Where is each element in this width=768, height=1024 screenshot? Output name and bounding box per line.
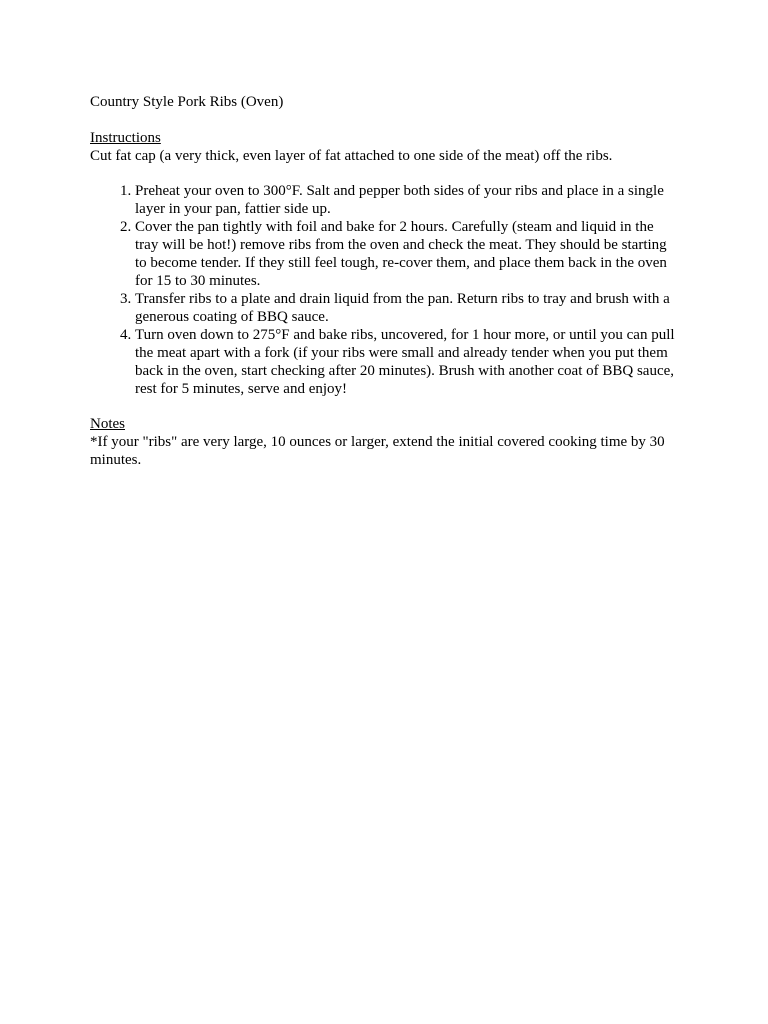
- document-page: [90, 93, 680, 469]
- instructions-heading: Instructions: [90, 130, 161, 146]
- notes-text: *If your "ribs" are very large, 10 ounces or larger, extend the initial covered cooking time by 30 minutes.: [90, 434, 665, 468]
- instruction-step: 3. Transfer ribs to a plate and drain liquid from the pan. Return ribs to tray and brush with a generous coating of BBQ sauce.: [135, 290, 680, 326]
- instruction-step: 1. Preheat your oven to 300°F. Salt and pepper both sides of your ribs and place in a single layer in your pan, fattier side up.: [135, 182, 680, 218]
- instruction-step: 4. Turn oven down to 275°F and bake ribs, uncovered, for 1 hour more, or until you can pull the meat apart with a fork (if your ribs were small and already tender when you put them back in the oven, start checking after 20 minutes). Brush with another coat of BBQ sauce, rest for 5 minutes, serve and enjoy!: [135, 326, 680, 398]
- instructions-intro: Cut fat cap (a very thick, even layer of fat attached to one side of the meat) off the ribs.: [90, 148, 613, 164]
- notes-heading: Notes: [90, 416, 125, 432]
- recipe-title: Country Style Pork Ribs (Oven): [90, 94, 284, 110]
- instruction-step: 2. Cover the pan tightly with foil and bake for 2 hours. Carefully (steam and liquid in the tray will be hot!) remove ribs from the oven and check the meat. They should be starting to become tender. If they still feel tough, re-cover them, and place them back in the oven for 15 to 30 minutes.: [135, 218, 680, 290]
- instruction-steps-list: [90, 182, 680, 398]
